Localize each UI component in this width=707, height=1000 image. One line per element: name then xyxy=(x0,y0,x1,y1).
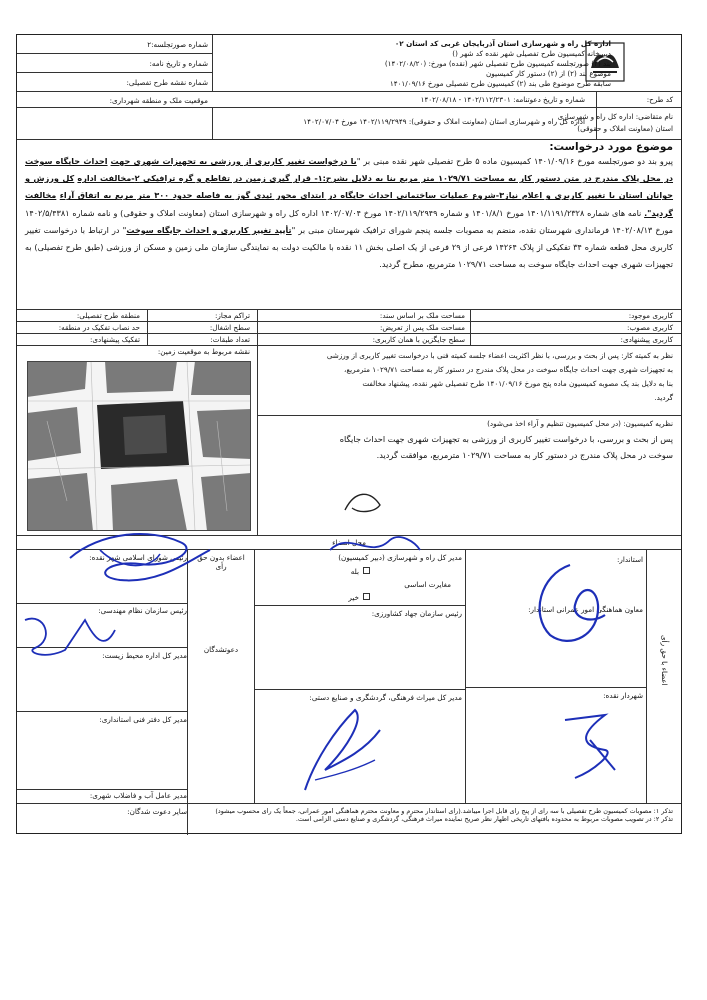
current-use-label: کاربری موجود: xyxy=(628,311,673,320)
meeting-number-label: شماره صورتجلسه:۲ xyxy=(147,40,208,49)
org-line-1: اداره کل راه و شهرسازی استان آذربایجان غربی کد استان ۰۲ xyxy=(394,39,611,48)
min-subdivision-label: حد نصاب تفکیک در منطقه: xyxy=(58,323,140,332)
area-widening-label: مساحت ملک پس از تعریض: xyxy=(379,323,465,332)
request-line-emphasis: احداث جایگاه سوخت در محل پلاک مندرج در متن دستور کار به مساحت ۱۰۲۹/۷۱ متر مربع بنا به دلایل بشرح:۱- قرار گیری زمین در تقاطع و گره ترافیکی ۲-مخالفت اداره xyxy=(25,156,674,184)
commission-line: سوخت در محل پلاک مندرج در دستور کار به مساحت ۱۰۲۹/۷۱ مترمربع، موافقت گردید. xyxy=(376,450,673,460)
environment-label: مدیر کل اداره محیط زیست: xyxy=(102,651,187,660)
request-line: احداث جایگاه سوخت به مساحت ۱۰۲۹/۷۱ مترمربع، مطرح گردید. xyxy=(379,259,600,270)
request-text xyxy=(25,153,673,273)
request-line: " در ارتباط با درخواست تغییر کاربری محل قطعه شماره ۳۴ تفکیکی از پلاک ۱۴۲۶۴ فرعی از ۲۹ xyxy=(25,224,674,253)
location-map xyxy=(27,361,251,531)
engineering-label: رئیس سازمان نظام مهندسی: xyxy=(98,606,187,615)
request-line: فرعی از یک اصلی بخش ۱۱ نقده با مالکیت دولت به نمایندگی سازمان ملی زمین و مسکن از ورزشی (طبق طرح تفصیلی) به تجهیزات شهری جهت xyxy=(25,242,673,270)
org-line-3: بند (۲) صورتجلسه کمیسیون طرح تفصیلی شهر (نقده) مورخ: (۱۴۰۲/۰۸/۲۰) xyxy=(384,59,611,68)
applicant-label: نام متقاضی: اداره کل راه و شهرسازی xyxy=(557,112,673,121)
map-number-label: شماره نقشه طرح تفصیلی: xyxy=(126,78,208,87)
yes-checkbox[interactable] xyxy=(363,567,370,574)
governor-label: استاندار: xyxy=(616,555,643,564)
commission-line: پس از بحث و بررسی، با درخواست تغییر کاربری از ورزشی به تجهیزات شهری جهت احداث جایگاه xyxy=(339,434,673,444)
heritage-label: مدیر کل میراث فرهنگی، گردشگری و صنایع دستی: xyxy=(309,693,462,702)
letter-date-label: شماره و تاریخ نامه: xyxy=(149,59,208,68)
org-line-4: موضوع بند (۲) از (۲) دستور کار کمیسیون xyxy=(485,69,611,78)
request-line-emphasis: تأیید تغییر کاربری و احداث جایگاه سوخت xyxy=(126,224,292,235)
occupancy-label: سطح اشغال: xyxy=(209,323,250,332)
request-line: شهرستان مبنی بر " xyxy=(291,224,360,235)
floors-label: تعداد طبقات: xyxy=(210,335,250,344)
council-label: رئیس شورای اسلامی شهر نقده: xyxy=(89,553,187,562)
commission-opinion xyxy=(265,431,673,463)
request-line: (معاونت املاک و حقوقی) و نامه شماره ۱۴۰۲/۵/۴۳۸۱ مورخ ۱۴۰۲/۰۸/۱۳ فرمانداری شهرستان نقده، منضم به مصوبات جلسه پنجم شورای ترافیک xyxy=(25,207,674,235)
committee-line: به تجهیزات شهری جهت احداث جایگاه سوخت در محل پلاک مندرج در دستور کار به مساحت ۱۰۲۹/۷۱ مترمربع، xyxy=(344,365,673,374)
committee-line: نظر به کمیته کار: پس از بحث و بررسی، با نظر اکثریت اعضاء جلسه کمیته فنی با درخواست تغییر کاربری از ورزشی xyxy=(326,351,673,360)
water-label: مدیر عامل آب و فاضلاب شهری: xyxy=(89,791,187,800)
deputy-governor-label: معاون هماهنگی امور عمرانی استاندار: xyxy=(528,605,643,614)
yes-label: بله xyxy=(350,567,359,576)
footnote-line: تذکر ۱: مصوبات کمیسیون طرح تفصیلی با سه رای از پنج رای قابل اجرا میباشد.(رای استاندار محترم و معاونت محترم هماهنگی امور عمرانی، جمعاً یک رای محسوب میشود) xyxy=(215,807,673,815)
area-deed-label: مساحت ملک بر اساس سند: xyxy=(379,311,465,320)
request-line-emphasis: کل ورزش و جوانان استان با تغییر کاربری و اعلام نیاز۳-شروع عملیات ساختمانی احداث جایگاه در ابتدای محور ئیدی گوز به فاصله حدود ۳۰۰ متر مربع به اتفاق آراء xyxy=(25,173,674,201)
commission-opinion-label: نظریه کمیسیون: (در محل کمیسیون تنظیم و آراء اخذ می‌شود) xyxy=(487,419,673,428)
area-replace-label: سطح جایگزین با همان کاربری: xyxy=(372,335,465,344)
request-line-emphasis: مخالفت گردید". xyxy=(25,190,674,218)
commission-form xyxy=(16,34,682,834)
plan-code-label: کد طرح: xyxy=(646,95,673,104)
applicant-letter: اداره کل راه و شهرسازی استان (معاونت املاک و حقوقی): ۱۴۰۲/۱۱۹/۲۹۴۹ مورخ ۱۴۰۲/۰۷/۰۴ xyxy=(303,117,585,126)
request-title: موضوع مورد درخواست: xyxy=(549,141,673,153)
dg-road-label: مدیر کل راه و شهرسازی (دبیر کمیسیون) xyxy=(338,553,462,562)
density-label: تراکم مجاز: xyxy=(214,311,250,320)
no-checkbox[interactable] xyxy=(363,593,370,600)
request-line: پیرو بند دو صورتجلسه مورخ ۱۴۰۱/۰۹/۱۶ کمیسیون ماده ۵ طرح تفصیلی شهر نقده مبنی بر " xyxy=(356,156,673,166)
agri-label: رئیس سازمان جهاد کشاورزی: xyxy=(371,609,462,618)
location-label: موقعیت ملک و منطقه شهرداری: xyxy=(109,96,208,105)
proposed-use-label: کاربری پیشنهادی: xyxy=(620,335,673,344)
mayor-label: شهردار نقده: xyxy=(603,691,643,700)
committee-line: گردید. xyxy=(654,393,673,402)
voting-members-side-label xyxy=(651,635,675,755)
no-vote-members-label: اعضاء بدون حق رأی xyxy=(197,553,245,571)
signature-header: محل امضاء xyxy=(332,538,366,547)
invitation-number: شماره و تاریخ دعوتنامه: ۱۴۰۲/۱۱۲/۲۳۰۱ - ۱۴۰۲/۰۸/۱۸ xyxy=(420,95,585,104)
request-line-emphasis: با درخواست تغییر کاربری از ورزشی به تجهیزات شهری جهت xyxy=(110,156,357,166)
voting-members-text: اعضاء با حق رأی xyxy=(660,635,669,686)
footnote-line: تذکر ۲: در تصویب مصوبات مربوط به محدوده بافتهای تاریخی اظهار نظر صریح نماینده میراث فرهنگی، گردشگری و صنایع دستی الزامی است. xyxy=(295,815,673,823)
applicant-value: استان (معاونت املاک و حقوقی) xyxy=(577,124,673,133)
detail-zone-label: منطقه طرح تفصیلی: xyxy=(76,311,140,320)
map-label: نقشه مربوط به موقعیت زمین: xyxy=(157,347,250,356)
proposed-subdivision-label: تفکیک پیشنهادی: xyxy=(90,335,140,344)
request-line: نامه های شماره ۱۴۰۱/۱۱۹۱/۲۳۲۸ مورخ ۱۴۰۱/۸/۱ و شماره ۱۴۰۲/۱۱۹/۲۹۴۹ مورخ ۱۴۰۲/۰۷/۰۴ اداره کل راه و شهرسازی استان xyxy=(209,207,645,218)
org-line-5: سابقه طرح موضوع طی بند (۲) کمیسیون طرح تفصیلی مورخ ۱۴۰۱/۰۹/۱۶ xyxy=(389,79,611,88)
contradiction-label: مغایرت اساسی xyxy=(404,580,451,589)
footnotes xyxy=(193,807,673,823)
no-label: خیر xyxy=(348,593,359,602)
invitees-label: دعوتشدگان xyxy=(203,645,239,654)
other-invitees-label: سایر دعوت شدگان: xyxy=(127,807,187,816)
org-line-2: دبیرخانه کمیسیون طرح تفصیلی شهر نقده کد شهر () xyxy=(452,49,611,58)
technical-committee-opinion xyxy=(265,349,673,405)
approved-use-label: کاربری مصوب: xyxy=(627,323,673,332)
tech-office-label: مدیر کل دفتر فنی استانداری: xyxy=(99,715,187,724)
committee-line: بنا به دلایل بند یک مصوبه کمیسیون ماده پنج مورخ ۱۴۰۱/۰۹/۱۶ طرح تفصیلی شهر نقده، پیشنهاد مخالفت xyxy=(362,379,673,388)
